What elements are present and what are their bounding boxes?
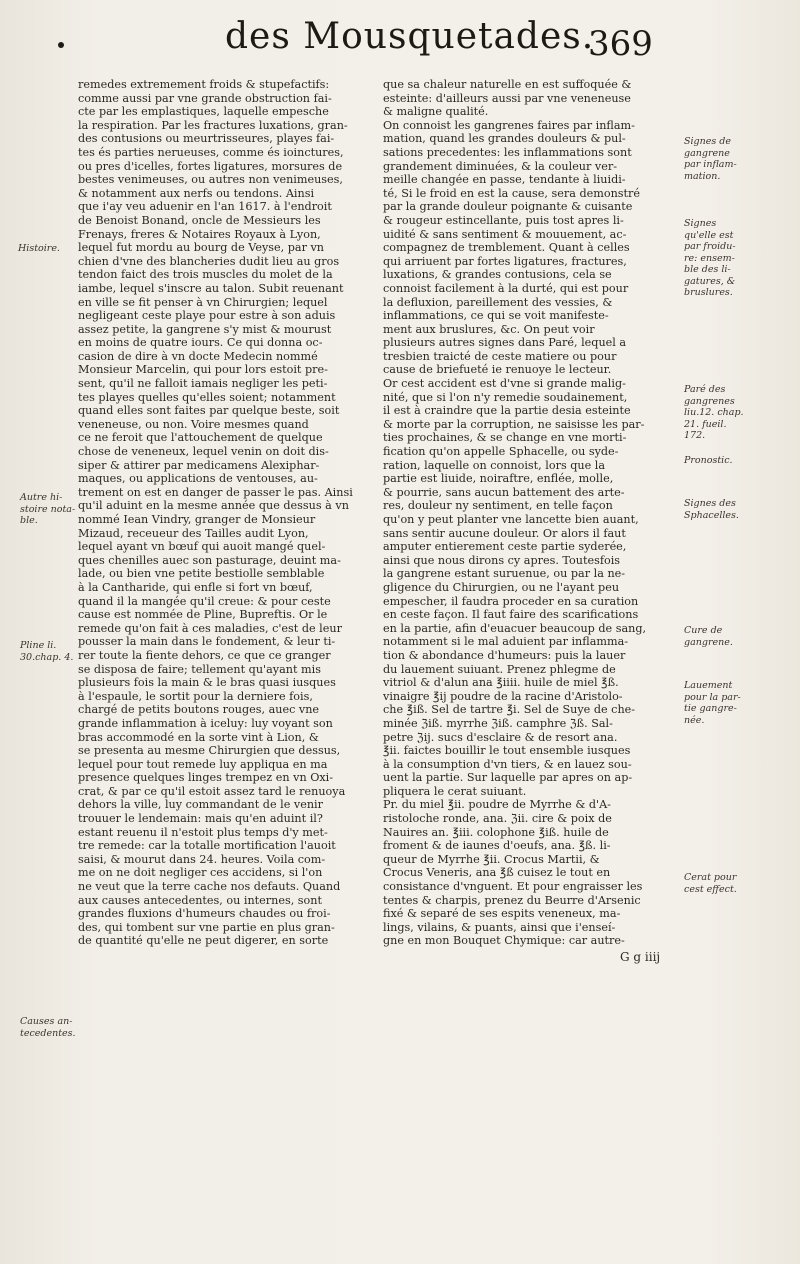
margin-note-line: pour la par- [684,691,741,703]
text-line: presence quelques linges trempez en vn Oxi- [78,771,334,785]
text-line: mation, quand les grandes douleurs & pul- [383,132,626,146]
text-line: té, Si le froid en est la cause, sera demonstré [383,186,640,200]
text-line: fixé & separé de ses espits veneneux, ma- [383,907,621,921]
text-line: nommé Iean Vindry, granger de Monsieur [78,513,316,526]
text-line: casion de dire à vn docte Medecin nommé [78,349,318,363]
margin-note-line: ble des li- [684,264,731,275]
text-line: comme aussi par vne grande obstruction fai- [78,91,332,105]
text-line: ℥ii. faictes bouillir le tout ensemble iusques [383,744,631,758]
text-line: il est à craindre que la partie desia esteinte [383,404,631,418]
text-line: bestes venimeuses, ou autres non venimeuses, [78,173,343,187]
text-line: vitriol & d'alun ana ℥iiii. huile de miel ℥ß. [383,676,619,690]
text-line: siper & attirer par medicamens Alexiphar- [78,458,320,472]
margin-note-line: Lauement [684,680,733,691]
text-line: Nauires an. ℥iii. colophone ℥iß. huile de [383,825,609,839]
text-line: lequel fut mordu au bourg de Veyse, par vn [78,241,324,255]
text-line: ce ne feroit que l'attouchement de quelque [78,431,323,445]
text-line: ainsi que nous dirons cy apres. Toutesfois [383,553,621,567]
text-line: en la partie, afin d'euacuer beaucoup de sang, [383,621,647,635]
text-line: & notamment aux nerfs ou tendons. Ainsi [78,186,315,200]
signature-mark: G g iiij [620,950,661,964]
text-line: ou pres d'icelles, fortes ligatures, morsures de [78,159,343,173]
text-line: tion & abondance d'humeurs: puis la lauer [383,648,626,662]
margin-note-line: Cure de [684,625,723,636]
text-line: ne veut que la terre cache nos defauts. Quand [78,880,341,894]
text-line: ques chenilles auec son pasturage, deuint ma- [78,553,341,567]
text-line: trouuer le lendemain: mais qu'en aduint il? [78,812,323,826]
text-line: de quantité qu'elle ne peut digerer, en sorte [78,934,329,948]
text-line: che ℥iß. Sel de tartre ℥i. Sel de Suye de che- [383,703,636,717]
text-line: la defluxion, pareillement des vessies, & [383,295,613,309]
text-line: lequel pour tout remede luy appliqua en ma [78,757,328,771]
text-line: que sa chaleur naturelle en est suffoquée & [383,78,632,91]
text-line: uent la partie. Sur laquelle par apres on ap- [383,771,633,785]
text-line: plusieurs fois la main & le bras quasi iusques [78,676,336,690]
text-line: la gangrene estant suruenue, ou par la ne- [383,567,626,581]
margin-note-line: liu.12. chap. [684,407,744,418]
text-line: amputer entierement ceste partie syderée, [383,540,627,554]
text-line: tentes & charpis, prenez du Beurre d'Arsenic [383,893,641,907]
margin-note-line: née. [684,714,705,726]
text-line: ristoloche ronde, ana. ℨii. cire & poix de [383,812,612,826]
margin-note-line: Signes [684,218,717,229]
text-line: assez petite, la gangrene s'y mist & mourust [78,322,332,336]
text-line: me on ne doit negliger ces accidens, si l'on [78,866,323,880]
right-text-column [383,78,675,948]
text-line: à la Cantharide, qui enfle si fort vn bœuf, [78,580,313,594]
text-line: crat, & par ce qu'il estoit assez tard le renuoya [78,784,346,798]
text-line: uidité & sans sentiment & mouuement, ac- [383,227,627,241]
margin-note-autre-histoire [20,492,75,527]
text-line: qui arriuent par fortes ligatures, fractures, [383,254,627,268]
text-line: qu'on y peut planter vne lancette bien auant, [383,513,639,526]
text-line: gligence du Chirurgien, ou ne l'ayant peu [383,580,620,594]
text-line: rer toute la fiente dehors, ce que ce granger [78,648,331,662]
margin-note-line: tie gangre- [684,703,737,714]
text-line: à l'espaule, le sortit pour la derniere fois, [78,689,313,703]
text-line: luxations, & grandes contusions, cela se [383,268,612,282]
margin-note-line: stoire nota- [20,503,76,515]
text-line: minée ℨiß. myrrhe ℨiß. camphre ℨß. Sal- [383,716,613,730]
running-title: des Mousquetades. [225,16,595,57]
text-line: pousser la main dans le fondement, & leur ti- [78,635,336,649]
margin-note-line: cest effect. [684,883,737,895]
text-line: du lauement suiuant. Prenez phlegme de [383,662,616,676]
margin-note-line: gangrenes [684,395,735,407]
text-line: petre ℨij. sucs d'esclaire & de resort ana. [383,730,618,744]
text-line: pliquera le cerat suiuant. [383,784,527,798]
margin-note-line: mation. [684,170,721,182]
text-line: sent, qu'il ne falloit iamais negliger les peti- [78,377,328,391]
text-line: saisi, & mourut dans 24. heures. Voila com- [78,852,326,866]
text-line: tes és parties nerueuses, comme és ioinctures, [78,145,344,159]
text-line: Pr. du miel ℥ii. poudre de Myrrhe & d'A- [383,798,611,812]
text-line: gne en mon Bouquet Chymique: car autre- [383,934,625,948]
text-line: iambe, lequel s'inscre au talon. Subit reuenant [78,281,344,295]
text-line: grandement diminuées, & la couleur ver- [383,159,617,173]
text-line: Or cest accident est d'vne si grande malig- [383,377,626,391]
text-line: vinaigre ℥ij poudre de la racine d'Aristolo- [383,689,623,703]
text-line: quand il la mangée qu'il creue: & pour ceste [78,594,331,608]
text-line: froment & de iaunes d'oeufs, ana. ℥ß. li- [383,839,611,853]
margin-note-line: Pronostic. [684,455,733,466]
margin-note-line: Paré des [684,384,726,395]
margin-note-line: Causes an- [20,1016,73,1027]
margin-note-signes-froidure [684,218,736,299]
text-line: tresbien traicté de ceste matiere ou pour [383,349,617,363]
text-line: empescher, il faudra proceder en sa curation [383,594,639,608]
text-line: des, qui tombent sur vne partie en plus gran- [78,920,335,934]
margin-note-line: par froidu- [684,241,736,252]
text-line: lade, ou bien vne petite bestiolle semblable [78,567,325,581]
text-line: plusieurs autres signes dans Paré, lequel a [383,336,627,350]
text-line: compagnez de tremblement. Quant à celles [383,241,630,255]
margin-note-line: ble. [20,515,38,526]
margin-note-line: gatures, & [684,275,736,287]
text-line: dehors la ville, luy commandant de le venir [78,798,323,812]
text-line: cause de briefueté ie renuoye le lecteur. [383,363,612,377]
text-line: estant reuenu il n'estoit plus temps d'y met- [78,825,328,839]
margin-note-line: gangrene [684,147,730,159]
text-line: cause est nommée de Pline, Bupreftis. Or le [78,608,328,622]
text-line: Mizaud, receueur des Tailles audit Lyon, [78,526,309,540]
text-line: remede qu'on fait à ces maladies, c'est de leur [78,621,342,635]
margin-note-line: 172. [684,430,706,441]
text-line: trement on est en danger de passer le pas. Ainsi [78,485,353,499]
text-line: consistance d'vnguent. Et pour engraisser les [383,880,643,894]
text-line: partie est liuide, noiraftre, enflée, molle, [383,472,614,486]
text-line: chose de veneneux, lequel venin on doit dis- [78,445,329,459]
text-line: grandes fluxions d'humeurs chaudes ou froi- [78,907,331,921]
text-line: esteinte: d'ailleurs aussi par vne veneneuse [383,91,631,105]
text-line: sans sentir aucune douleur. Or alors il faut [383,526,626,540]
text-line: & pourrie, sans aucun battement des arte- [383,485,625,499]
text-line: en moins de quatre iours. Ce qui donna oc- [78,336,323,350]
text-line: inflammations, ce qui se voit manifeste- [383,309,609,323]
margin-note-line: gangrene. [684,636,733,648]
margin-note-line: qu'elle est [684,229,734,241]
margin-note-line: par inflam- [684,159,737,170]
text-line: ties prochaines, & se change en vne morti- [383,431,627,445]
text-line: & maligne qualité. [383,105,489,119]
text-line: meille changée en passe, tendante à liuidi- [383,173,626,187]
text-line: lings, vilains, & puants, ainsi que i'enseí- [383,920,616,934]
margin-note-pline [20,640,73,663]
text-line: par la grande douleur poignante & cuisante [383,200,633,214]
margin-note-line: Sphacelles. [684,509,739,521]
text-line: Frenays, freres & Notaires Royaux à Lyon, [78,227,321,241]
text-line: tendon faict des trois muscles du molet de la [78,268,333,282]
text-line: la respiration. Par les fractures luxations, gran- [78,118,348,132]
margin-note-line: tecedentes. [20,1027,76,1039]
page-number: 369 [588,24,653,64]
text-line: ration, laquelle on connoist, lors que la [383,458,606,472]
margin-note-line: re: ensem- [684,252,735,264]
text-line: negligeant ceste playe pour estre à son aduis [78,309,336,323]
text-line: chien d'vne des blancheries dudit lieu au gros [78,254,340,268]
margin-note-pronostic [684,455,733,467]
margin-note-line: Signes de [684,136,731,147]
margin-note-lauement [684,680,741,726]
left-text-column [78,78,368,948]
text-line: fication qu'on appelle Sphacelle, ou syde- [383,445,619,459]
margin-note-line: Signes des [684,498,736,509]
text-line: sations precedentes: les inflammations sont [383,145,632,159]
text-line: & rougeur estincellante, puis tost apres li- [383,213,624,227]
margin-note-sphacelle [684,498,739,521]
text-line: Crocus Veneris, ana ℥ß cuisez le tout en [383,866,611,880]
text-line: ment aux bruslures, &c. On peut voir [383,322,595,336]
margin-note-line: 30.chap. 4. [20,651,74,663]
text-line: On connoist les gangrenes faires par inflam- [383,118,635,132]
text-line: en ceste façon. Il faut faire des scarifications [383,608,639,622]
text-line: Monsieur Marcelin, qui pour lors estoit pre- [78,363,328,377]
text-line: notamment si le mal aduient par inflamma- [383,635,629,649]
margin-note-signes-inflammation [684,136,737,182]
margin-note-line: Cerat pour [684,872,737,883]
text-line: à la consumption d'vn tiers, & en lauez sou- [383,757,632,771]
margin-note-line: bruslures. [684,287,733,298]
text-line: aux causes antecedentes, ou internes, sont [78,893,322,907]
text-line: tes playes quelles qu'elles soient; notamment [78,390,336,404]
margin-note-line: Autre hi- [20,492,63,503]
text-line: se disposa de faire; tellement qu'ayant mis [78,662,321,676]
text-line: remedes extremement froids & stupefactifs: [78,78,330,91]
bullet-mark [58,42,64,48]
text-line: tre remede: car la totalle mortification l'auoit [78,839,336,853]
margin-note-causes [20,1016,76,1039]
text-line: veneneuse, ou non. Voire mesmes quand [78,417,309,431]
text-line: de Benoist Bonand, oncle de Messieurs les [78,213,321,227]
text-line: qu'il aduint en la mesme année que dessus à vn [78,499,349,513]
page-header [0,10,800,70]
text-line: chargé de petits boutons rouges, auec vne [78,703,320,717]
text-line: maques, ou applications de ventouses, au- [78,472,318,486]
text-line: des contusions ou meurtrisseures, playes fai- [78,132,335,146]
text-line: bras accommodé en la sorte vint à Lion, & [78,730,319,744]
text-line: grande inflammation à iceluy: luy voyant son [78,716,333,730]
text-line: lequel ayant vn bœuf qui auoit mangé quel- [78,540,326,554]
margin-note-line: 21. fueil. [684,418,727,430]
margin-note-histoire [18,243,60,255]
text-line: res, douleur ny sentiment, en telle façon [383,499,613,513]
text-line: que i'ay veu aduenir en l'an 1617. à l'endroit [78,200,332,214]
margin-note-line: Pline li. [20,640,57,651]
margin-note-cerat [684,872,737,895]
margin-note-cure [684,625,733,648]
text-line: queur de Myrrhe ℥ii. Crocus Martii, & [383,852,600,866]
margin-note-line: Histoire. [18,243,60,254]
text-line: cte par les emplastiques, laquelle empesche [78,105,329,119]
text-line: connoist facilement à la durté, qui est pour [383,281,629,295]
text-line: quand elles sont faites par quelque beste, soit [78,404,340,418]
text-line: nité, que si l'on n'y remedie soudainement, [383,390,628,404]
text-line: se presenta au mesme Chirurgien que dessus, [78,744,341,758]
text-line: en ville se fit penser à vn Chirurgien; lequel [78,295,328,309]
text-line: & morte par la corruption, ne saisisse les par- [383,417,645,431]
margin-note-pare [684,384,744,442]
